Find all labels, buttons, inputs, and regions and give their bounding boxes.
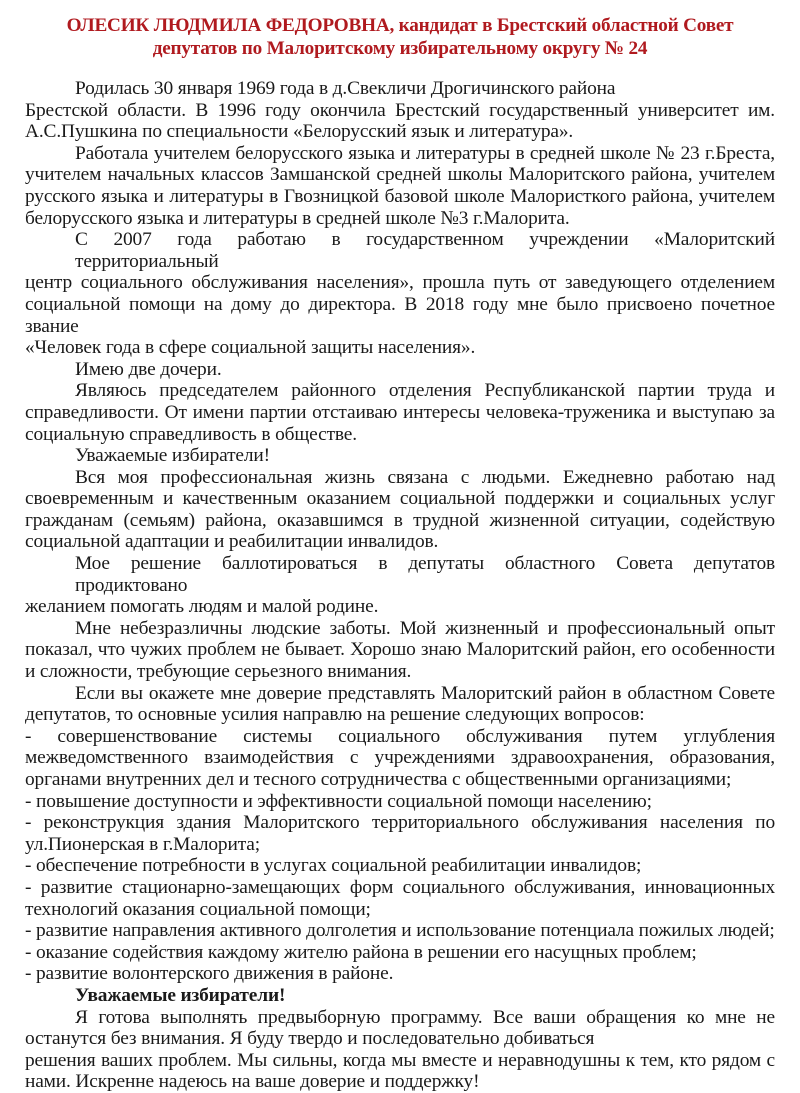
paragraph-work-history	[25, 143, 775, 229]
paragraph-greeting	[25, 445, 775, 467]
text-line: депутатов, то основные усилия направлю на решение следующих вопросов:	[25, 704, 645, 726]
text-line: С 2007 года работаю в государственном учреждении «Малоритский территориальный	[75, 229, 775, 272]
text-line: - развитие направления активного долголетия и использование потенциала пожилых людей;	[25, 920, 775, 942]
text-line: технологий оказания социальной помощи;	[25, 898, 371, 920]
text-line: социальной адаптации и реабилитации инвалидов.	[25, 531, 439, 553]
program-list-item	[25, 791, 775, 813]
program-list-item	[25, 963, 775, 985]
program-list-item	[25, 855, 775, 877]
text-line: социальную справедливость в обществе.	[25, 423, 357, 445]
paragraph-biography	[25, 78, 775, 143]
text-line: показал, что чужих проблем не бывает. Хорошо знаю Малоритский район, его особенности	[25, 639, 775, 661]
text-line: решения ваших проблем. Мы сильны, когда мы вместе и неравнодушны к тем, кто рядом с	[25, 1049, 775, 1071]
text-line: Работала учителем белорусского языка и литературы в средней школе № 23 г.Бреста,	[75, 142, 775, 164]
document-body	[25, 78, 775, 1093]
text-line: - оказание содействия каждому жителю района в решении его насущных проблем;	[25, 941, 697, 963]
text-line: Уважаемые избиратели!	[75, 445, 270, 467]
text-line: своевременным и качественным оказанием социальной поддержки и социальных услуг	[25, 488, 775, 510]
paragraph-decision	[25, 553, 775, 618]
document-title	[25, 14, 775, 60]
program-list-item	[25, 942, 775, 964]
text-line: социальной помощи на дому до директора. В 2018 году мне было присвоено почетное звание	[25, 293, 775, 337]
text-line: Мне небезразличны людские заботы. Мой жизненный и профессиональный опыт	[75, 617, 775, 639]
text-line: Я готова выполнять предвыборную программу. Все ваши обращения ко мне не	[75, 1006, 775, 1028]
program-list-item	[25, 812, 775, 855]
text-line: ул.Пионерская в г.Малорита;	[25, 833, 260, 855]
paragraph-professional-life	[25, 467, 775, 553]
program-list-item	[25, 920, 775, 942]
paragraph-family	[25, 359, 775, 381]
text-line: органами внутренних дел и тесного сотрудничества с общественными организациями;	[25, 769, 732, 790]
program-list-item	[25, 726, 775, 791]
text-line: белорусского языка и литературы в средней школе №3 г.Малорита.	[25, 207, 570, 229]
text-line: нами. Искренне надеюсь на ваше доверие и поддержку!	[25, 1071, 480, 1093]
program-list-item	[25, 877, 775, 920]
text-line: останутся без внимания. Я буду твердо и последовательно добиваться	[25, 1028, 595, 1050]
text-line: русского языка и литературы в Гвозницкой базовой школе Малористкого района, учителем	[25, 185, 775, 207]
text-line: - реконструкция здания Малоритского территориального обслуживания населения по	[25, 812, 775, 834]
text-line: учителем начальных классов Замшанской средней школы Малоритского района, учителем	[25, 164, 775, 186]
title-line: ОЛЕСИК ЛЮДМИЛА ФЕДОРОВНА, кандидат в Брестский областной Совет	[66, 15, 734, 36]
text-line: - развитие стационарно-замещающих форм социального обслуживания, инновационных	[25, 876, 775, 898]
text-line: А.С.Пушкина по специальности «Белорусский язык и литература».	[25, 121, 574, 143]
text-line: справедливости. От имени партии отстаиваю интересы человека-труженика и выступаю за	[25, 401, 775, 423]
text-line: межведомственного взаимодействия с учреждениями здравоохранения, образования,	[25, 747, 775, 769]
text-line: центр социального обслуживания населения», прошла путь от заведующего отделением	[25, 272, 775, 294]
text-line: - повышение доступности и эффективности социальной помощи населению;	[25, 790, 652, 812]
paragraph-program-intro	[25, 683, 775, 726]
text-line: Вся моя профессиональная жизнь связана с людьми. Ежедневно работаю над	[75, 466, 775, 488]
paragraph-closing	[25, 1007, 775, 1093]
text-line: «Человек года в сфере социальной защиты населения».	[25, 337, 476, 359]
paragraph-social-center	[25, 229, 775, 359]
text-line: Если вы окажете мне доверие представлять Малоритский район в областном Совете	[75, 682, 775, 704]
text-line: Мое решение баллотироваться в депутаты областного Совета депутатов продиктовано	[75, 553, 775, 596]
text-line: Родилась 30 января 1969 года в д.Свекличи Дрогичинского района	[75, 78, 616, 99]
title-line: депутатов по Малоритскому избирательному округу № 24	[152, 38, 648, 59]
paragraph-party	[25, 380, 775, 445]
text-line: Являюсь председателем районного отделения Республиканской партии труда и	[75, 380, 775, 402]
text-line: - развитие волонтерского движения в районе.	[25, 963, 394, 985]
closing-heading-text: Уважаемые избиратели!	[75, 984, 286, 1006]
text-line: и сложности, требующие серьезного внимания.	[25, 661, 412, 683]
text-line: - совершенствование системы социального обслуживания путем углубления	[25, 725, 775, 747]
text-line: желанием помогать людям и малой родине.	[25, 596, 379, 618]
text-line: Брестской области. В 1996 году окончила Брестский государственный университет им.	[25, 99, 775, 121]
closing-heading	[25, 985, 775, 1007]
text-line: гражданам (семьям) района, оказавшимся в трудной жизненной ситуации, содействую	[25, 509, 775, 531]
text-line: - обеспечение потребности в услугах социальной реабилитации инвалидов;	[25, 855, 642, 877]
text-line: Имею две дочери.	[75, 358, 222, 380]
program-list	[25, 726, 775, 985]
paragraph-concerns	[25, 618, 775, 683]
